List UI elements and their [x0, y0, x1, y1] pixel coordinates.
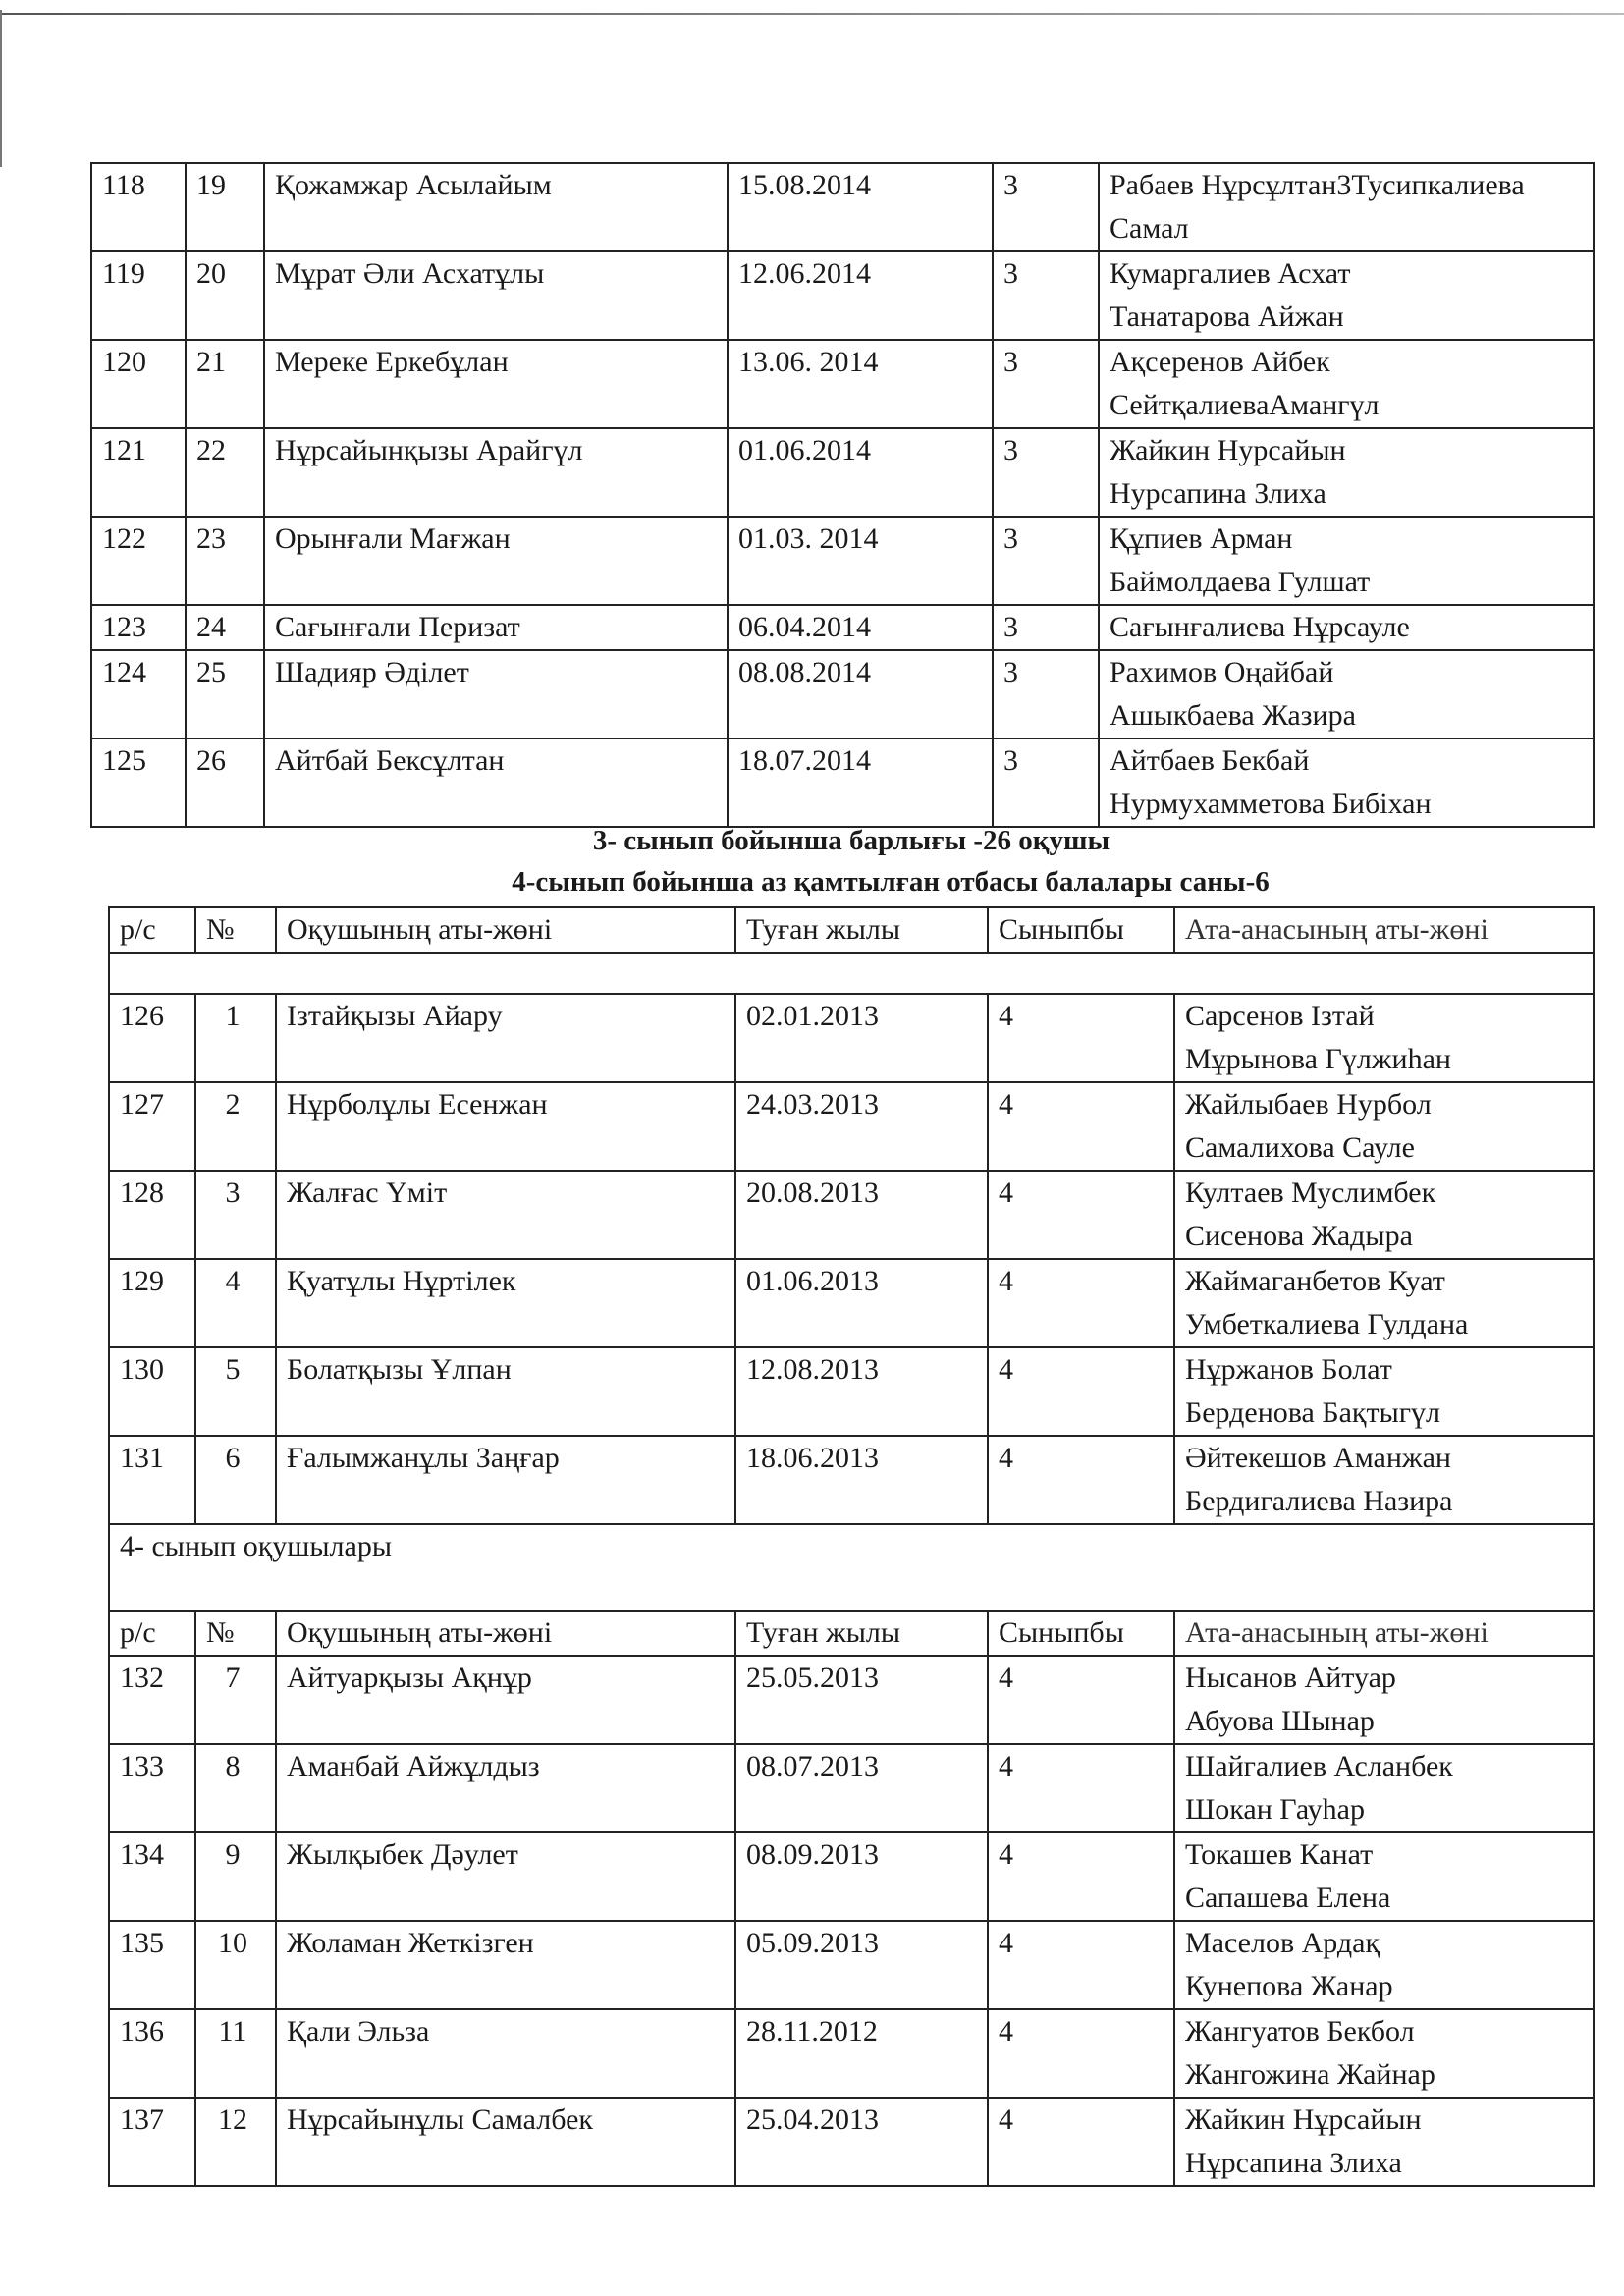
student-name-cell: Аманбай Айжұлдыз: [276, 1744, 735, 1832]
birth-date-cell: 15.08.2014: [728, 163, 993, 251]
student-name-cell: Ғалымжанұлы Заңғар: [276, 1436, 735, 1524]
parent-name: Ашыкбаева Жазира: [1110, 699, 1356, 732]
row-number-cell: 121: [91, 428, 186, 517]
birth-date-cell: 28.11.2012: [735, 2009, 988, 2098]
birth-date-cell: 25.05.2013: [735, 1656, 988, 1744]
row-number-cell: 128: [109, 1171, 195, 1259]
parent-name: СейтқалиеваАмангүл: [1110, 389, 1380, 421]
birth-date-cell: 18.07.2014: [728, 738, 993, 827]
parent-name: Мұрынова Гүлжиһан: [1185, 1043, 1451, 1075]
parent-name: Жангожина Жайнар: [1185, 2058, 1435, 2091]
grade-cell: 4: [988, 994, 1174, 1082]
table-row: [109, 1082, 1594, 1171]
grade-cell: 3: [993, 650, 1099, 738]
parent-name: Умбеткалиева Гулдана: [1185, 1308, 1469, 1340]
student-name-cell: Жалғас Үміт: [276, 1171, 735, 1259]
grade4-low-income-summary: 4-сынып бойынша аз қамтылған отбасы балалары саны-6: [512, 866, 1270, 898]
class-number-cell: 12: [195, 2098, 276, 2186]
table-row: [91, 251, 1594, 340]
table-row: [109, 1436, 1594, 1524]
class-number-cell: 19: [186, 163, 264, 251]
row-number-cell: 135: [109, 1921, 195, 2009]
parent-name: Бердигалиева Назира: [1185, 1485, 1453, 1517]
student-name-cell: Сағынғали Перизат: [264, 605, 728, 650]
grade-cell: 3: [993, 428, 1099, 517]
header-grade: Сыныпбы: [988, 907, 1174, 953]
parents-cell: [1174, 994, 1594, 1082]
student-name-cell: Орынғали Мағжан: [264, 517, 728, 605]
header-rs: р/с: [109, 1611, 195, 1656]
class-number-cell: 11: [195, 2009, 276, 2098]
birth-date-cell: 08.09.2013: [735, 1832, 988, 1921]
class-number-cell: 7: [195, 1656, 276, 1744]
header-birth-date: Туған жылы: [735, 907, 988, 953]
parents-cell: [1174, 1656, 1594, 1744]
row-number-cell: 125: [91, 738, 186, 827]
table-row: [109, 2098, 1594, 2186]
parent-name: Жайлыбаев Нурбол: [1185, 1088, 1432, 1121]
table-row: [91, 340, 1594, 428]
parents-cell: [1099, 163, 1594, 251]
table-row: [91, 738, 1594, 827]
birth-date-cell: 01.06.2013: [735, 1259, 988, 1347]
table-row: [109, 994, 1594, 1082]
row-number-cell: 119: [91, 251, 186, 340]
parent-name: Шайгалиев Асланбек: [1185, 1750, 1453, 1782]
grade-cell: 4: [988, 1436, 1174, 1524]
student-name-cell: Болатқызы Ұлпан: [276, 1347, 735, 1436]
table-row: [109, 1921, 1594, 2009]
birth-date-cell: 08.07.2013: [735, 1744, 988, 1832]
parents-cell: [1174, 1259, 1594, 1347]
parent-name: Баймолдаева Гулшат: [1110, 566, 1371, 598]
birth-date-cell: 02.01.2013: [735, 994, 988, 1082]
student-name-cell: Жоламан Жеткізген: [276, 1921, 735, 2009]
birth-date-cell: 01.03. 2014: [728, 517, 993, 605]
grade3-continuation-table: [90, 162, 1595, 828]
student-name-cell: Мұрат Әли Асхатұлы: [264, 251, 728, 340]
grade-cell: 4: [988, 1347, 1174, 1436]
parent-name: Нурмухамметова Бибіхан: [1110, 788, 1432, 820]
grade-cell: 4: [988, 1921, 1174, 2009]
birth-date-cell: 01.06.2014: [728, 428, 993, 517]
class-number-cell: 1: [195, 994, 276, 1082]
row-number-cell: 120: [91, 340, 186, 428]
row-number-cell: 127: [109, 1082, 195, 1171]
birth-date-cell: 13.06. 2014: [728, 340, 993, 428]
student-name-cell: Айтбай Бексұлтан: [264, 738, 728, 827]
parent-name: Самал: [1110, 212, 1189, 245]
grade-cell: 3: [993, 163, 1099, 251]
parent-name: Жаймаганбетов Куат: [1185, 1265, 1445, 1297]
parents-cell: [1099, 428, 1594, 517]
table-row: [109, 1259, 1594, 1347]
table-row: [91, 517, 1594, 605]
row-number-cell: 118: [91, 163, 186, 251]
parent-name: Кумаргалиев Асхат: [1110, 257, 1351, 290]
grade4-section-row: [109, 1524, 1594, 1611]
parent-name: Култаев Муслимбек: [1185, 1176, 1436, 1209]
student-name-cell: Жылқыбек Дәулет: [276, 1832, 735, 1921]
parents-cell: [1174, 1436, 1594, 1524]
grade-cell: 4: [988, 2009, 1174, 2098]
parent-name: Айтбаев Бекбай: [1110, 744, 1310, 777]
parents-cell: [1174, 1921, 1594, 2009]
student-name-cell: Нұрболұлы Есенжан: [276, 1082, 735, 1171]
parent-name: Сисенова Жадыра: [1185, 1220, 1413, 1252]
class-number-cell: 25: [186, 650, 264, 738]
parent-name: Нысанов Айтуар: [1185, 1662, 1396, 1694]
row-number-cell: 136: [109, 2009, 195, 2098]
row-number-cell: 134: [109, 1832, 195, 1921]
parent-name: Жайкин Нұрсайын: [1185, 2104, 1422, 2136]
student-name-cell: Нұрсайынқызы Арайгүл: [264, 428, 728, 517]
parents-cell: [1099, 738, 1594, 827]
grade-cell: 4: [988, 1832, 1174, 1921]
parents-cell: [1099, 340, 1594, 428]
parents-cell: [1174, 2009, 1594, 2098]
student-name-cell: Ізтайқызы Айару: [276, 994, 735, 1082]
grade-cell: 4: [988, 1259, 1174, 1347]
parent-name: Нурсапина Злиха: [1110, 477, 1326, 510]
parents-cell: [1174, 1347, 1594, 1436]
class-number-cell: 2: [195, 1082, 276, 1171]
header-no: №: [195, 907, 276, 953]
row-number-cell: 132: [109, 1656, 195, 1744]
parent-name: Сарсенов Ізтай: [1185, 1000, 1375, 1032]
class-number-cell: 10: [195, 1921, 276, 2009]
birth-date-cell: 06.04.2014: [728, 605, 993, 650]
grade-cell: 3: [993, 340, 1099, 428]
parents-cell: [1174, 1171, 1594, 1259]
header-rs: р/с: [109, 907, 195, 953]
header-student-name: Оқушының аты-жөні: [276, 1611, 735, 1656]
parent-name: Самалихова Сауле: [1185, 1131, 1415, 1164]
class-number-cell: 4: [195, 1259, 276, 1347]
table-row: [109, 1347, 1594, 1436]
class-number-cell: 20: [186, 251, 264, 340]
parents-cell: [1099, 251, 1594, 340]
row-number-cell: 131: [109, 1436, 195, 1524]
class-number-cell: 21: [186, 340, 264, 428]
header-student-name: Оқушының аты-жөні: [276, 907, 735, 953]
table-header-row: [109, 1611, 1594, 1656]
grade-cell: 3: [993, 605, 1099, 650]
header-birth-date: Туған жылы: [735, 1611, 988, 1656]
parent-name: Берденова Бақтыгүл: [1185, 1396, 1441, 1429]
parents-cell: [1174, 1744, 1594, 1832]
empty-spacer-row: [109, 953, 1594, 994]
birth-date-cell: 12.06.2014: [728, 251, 993, 340]
parents-cell: [1174, 1082, 1594, 1171]
student-name-cell: Айтуарқызы Ақнұр: [276, 1656, 735, 1744]
parents-cell: [1174, 1832, 1594, 1921]
parents-cell: [1099, 517, 1594, 605]
parent-name: Жангуатов Бекбол: [1185, 2015, 1415, 2048]
header-parents: Ата-анасының аты-жөні: [1174, 907, 1594, 953]
grade4-table: [108, 906, 1595, 2187]
parent-name: Нұрсапина Злиха: [1185, 2147, 1402, 2179]
birth-date-cell: 08.08.2014: [728, 650, 993, 738]
parent-name: Жайкин Нурсайын: [1110, 434, 1346, 466]
parents-cell: [1174, 2098, 1594, 2186]
birth-date-cell: 25.04.2013: [735, 2098, 988, 2186]
grade4-section-title: 4- сынып оқушылары: [109, 1524, 1594, 1611]
class-number-cell: 26: [186, 738, 264, 827]
birth-date-cell: 05.09.2013: [735, 1921, 988, 2009]
birth-date-cell: 20.08.2013: [735, 1171, 988, 1259]
parent-name: Әйтекешов Аманжан: [1185, 1442, 1451, 1474]
class-number-cell: 24: [186, 605, 264, 650]
parent-name: Ақсеренов Айбек: [1110, 346, 1330, 378]
student-name-cell: Қали Эльза: [276, 2009, 735, 2098]
row-number-cell: 133: [109, 1744, 195, 1832]
grade-cell: 4: [988, 1082, 1174, 1171]
parent-name: Токашев Канат: [1185, 1838, 1374, 1871]
table-row: [91, 163, 1594, 251]
grade-cell: 3: [993, 517, 1099, 605]
birth-date-cell: 24.03.2013: [735, 1082, 988, 1171]
scan-top-edge: [0, 13, 1624, 15]
table-row: [91, 605, 1594, 650]
grade-cell: 3: [993, 738, 1099, 827]
birth-date-cell: 12.08.2013: [735, 1347, 988, 1436]
class-number-cell: 5: [195, 1347, 276, 1436]
grade-cell: 4: [988, 2098, 1174, 2186]
parent-name: Шокан Гауһар: [1185, 1793, 1365, 1826]
table-row: [109, 1171, 1594, 1259]
grade3-total-summary: 3- сынып бойынша барлығы -26 оқушы: [592, 825, 1110, 856]
birth-date-cell: 18.06.2013: [735, 1436, 988, 1524]
grade-cell: 4: [988, 1171, 1174, 1259]
row-number-cell: 129: [109, 1259, 195, 1347]
class-number-cell: 9: [195, 1832, 276, 1921]
parents-cell: [1099, 605, 1594, 650]
parent-name: Сапашева Елена: [1185, 1882, 1391, 1914]
parent-name: Абуова Шынар: [1185, 1705, 1375, 1737]
row-number-cell: 124: [91, 650, 186, 738]
parent-name: Маселов Ардақ: [1185, 1927, 1380, 1959]
student-name-cell: Мереке Еркебұлан: [264, 340, 728, 428]
student-name-cell: Нұрсайынұлы Самалбек: [276, 2098, 735, 2186]
parents-cell: [1099, 650, 1594, 738]
class-number-cell: 23: [186, 517, 264, 605]
student-name-cell: Шадияр Әділет: [264, 650, 728, 738]
student-name-cell: Қуатұлы Нұртілек: [276, 1259, 735, 1347]
parent-name: Кунепова Жанар: [1185, 1970, 1393, 2002]
header-grade: Сыныпбы: [988, 1611, 1174, 1656]
class-number-cell: 3: [195, 1171, 276, 1259]
table-row: [109, 2009, 1594, 2098]
grade4-table-body: [109, 953, 1594, 2186]
table-row: [91, 428, 1594, 517]
scan-left-edge: [0, 10, 2, 167]
grade-cell: 4: [988, 1744, 1174, 1832]
parent-name: Рабаев Нұрсұлтан3Тусипкалиева: [1110, 169, 1525, 201]
table-row: [109, 1656, 1594, 1744]
grade-cell: 3: [993, 251, 1099, 340]
row-number-cell: 130: [109, 1347, 195, 1436]
table-row: [109, 1744, 1594, 1832]
class-number-cell: 22: [186, 428, 264, 517]
student-name-cell: Қожамжар Асылайым: [264, 163, 728, 251]
parent-name: Рахимов Оңайбай: [1110, 656, 1334, 688]
parent-name: Нұржанов Болат: [1185, 1353, 1392, 1386]
table-row: [109, 1832, 1594, 1921]
row-number-cell: 123: [91, 605, 186, 650]
table-row: [91, 650, 1594, 738]
class-number-cell: 6: [195, 1436, 276, 1524]
row-number-cell: 126: [109, 994, 195, 1082]
class-number-cell: 8: [195, 1744, 276, 1832]
header-parents: Ата-анасының аты-жөні: [1174, 1611, 1594, 1656]
grade3-table-body: [91, 163, 1594, 827]
row-number-cell: 122: [91, 517, 186, 605]
header-no: №: [195, 1611, 276, 1656]
row-number-cell: 137: [109, 2098, 195, 2186]
parent-name: Құпиев Арман: [1110, 522, 1293, 555]
parent-name: Танатарова Айжан: [1110, 301, 1344, 333]
grade-cell: 4: [988, 1656, 1174, 1744]
parent-name: Сағынғалиева Нұрсауле: [1110, 611, 1410, 643]
table-header-row: [109, 907, 1594, 953]
